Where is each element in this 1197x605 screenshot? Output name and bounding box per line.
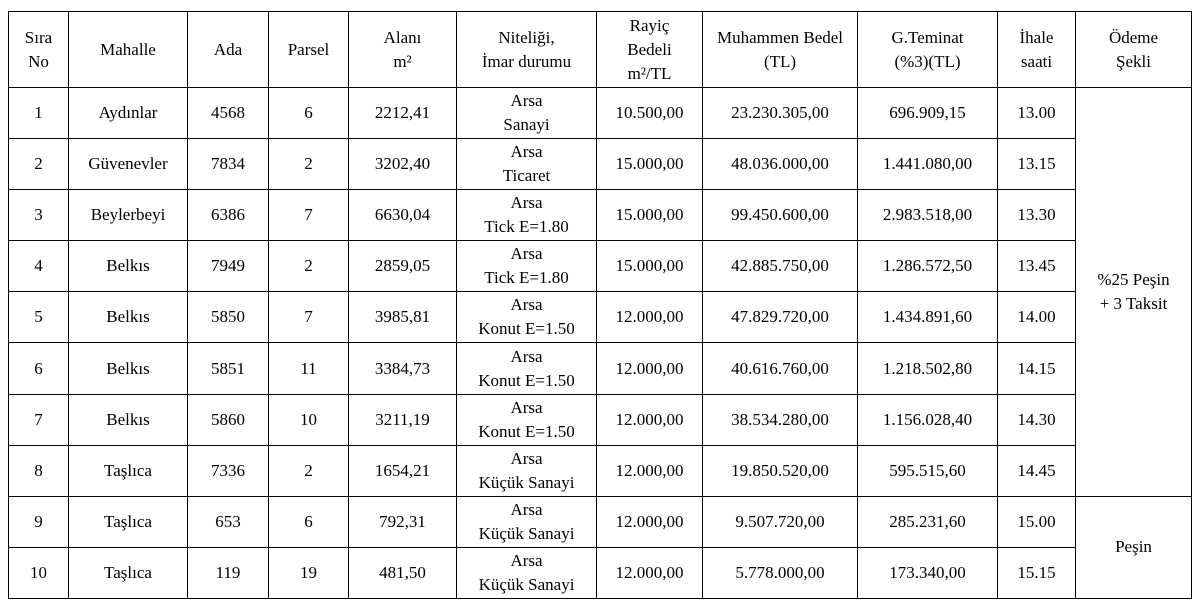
cell-parsel: 2 (269, 139, 349, 190)
table-row (9, 343, 1192, 394)
cell-rayic: 12.000,00 (597, 292, 703, 343)
cell-teminat: 696.909,15 (858, 88, 998, 139)
cell-odeme-sekli: %25 Peşin + 3 Taksit (1076, 88, 1192, 497)
cell-nitelik: Arsa Küçük Sanayi (457, 445, 597, 496)
cell-alan: 3211,19 (349, 394, 457, 445)
cell-teminat: 285.231,60 (858, 496, 998, 547)
cell-rayic: 12.000,00 (597, 547, 703, 598)
cell-ihale-saati: 14.00 (998, 292, 1076, 343)
table-row (9, 88, 1192, 139)
cell-teminat: 2.983.518,00 (858, 190, 998, 241)
table-row (9, 445, 1192, 496)
cell-mahalle: Taşlıca (69, 445, 188, 496)
cell-parsel: 2 (269, 241, 349, 292)
table-row (9, 241, 1192, 292)
cell-parsel: 10 (269, 394, 349, 445)
cell-parsel: 7 (269, 190, 349, 241)
cell-ada: 5860 (188, 394, 269, 445)
cell-alan: 2212,41 (349, 88, 457, 139)
cell-rayic: 15.000,00 (597, 139, 703, 190)
cell-alan: 1654,21 (349, 445, 457, 496)
cell-ihale-saati: 13.45 (998, 241, 1076, 292)
header-alan: Alanı m² (349, 12, 457, 88)
cell-muhammen-bedel: 5.778.000,00 (703, 547, 858, 598)
cell-muhammen-bedel: 40.616.760,00 (703, 343, 858, 394)
cell-muhammen-bedel: 47.829.720,00 (703, 292, 858, 343)
cell-ada: 7336 (188, 445, 269, 496)
cell-rayic: 12.000,00 (597, 343, 703, 394)
header-row (9, 12, 1192, 88)
cell-sira-no: 5 (9, 292, 69, 343)
cell-nitelik: Arsa Küçük Sanayi (457, 547, 597, 598)
table-row (9, 496, 1192, 547)
cell-ihale-saati: 13.00 (998, 88, 1076, 139)
cell-muhammen-bedel: 42.885.750,00 (703, 241, 858, 292)
cell-parsel: 7 (269, 292, 349, 343)
table-body (9, 88, 1192, 599)
cell-mahalle: Belkıs (69, 394, 188, 445)
cell-alan: 3384,73 (349, 343, 457, 394)
cell-ihale-saati: 14.45 (998, 445, 1076, 496)
cell-ihale-saati: 13.15 (998, 139, 1076, 190)
cell-sira-no: 9 (9, 496, 69, 547)
cell-ihale-saati: 14.30 (998, 394, 1076, 445)
cell-nitelik: Arsa Konut E=1.50 (457, 394, 597, 445)
cell-ada: 7949 (188, 241, 269, 292)
header-parsel: Parsel (269, 12, 349, 88)
table-row (9, 394, 1192, 445)
cell-alan: 2859,05 (349, 241, 457, 292)
cell-nitelik: Arsa Konut E=1.50 (457, 343, 597, 394)
cell-ada: 7834 (188, 139, 269, 190)
cell-ada: 653 (188, 496, 269, 547)
cell-muhammen-bedel: 48.036.000,00 (703, 139, 858, 190)
cell-ada: 5851 (188, 343, 269, 394)
cell-rayic: 12.000,00 (597, 445, 703, 496)
cell-mahalle: Aydınlar (69, 88, 188, 139)
cell-rayic: 15.000,00 (597, 190, 703, 241)
cell-ada: 5850 (188, 292, 269, 343)
cell-rayic: 10.500,00 (597, 88, 703, 139)
cell-muhammen-bedel: 9.507.720,00 (703, 496, 858, 547)
cell-muhammen-bedel: 38.534.280,00 (703, 394, 858, 445)
cell-mahalle: Taşlıca (69, 547, 188, 598)
cell-rayic: 12.000,00 (597, 394, 703, 445)
table-row (9, 547, 1192, 598)
cell-ada: 119 (188, 547, 269, 598)
table-row (9, 292, 1192, 343)
cell-nitelik: Arsa Tick E=1.80 (457, 190, 597, 241)
cell-mahalle: Belkıs (69, 241, 188, 292)
cell-sira-no: 7 (9, 394, 69, 445)
cell-teminat: 1.218.502,80 (858, 343, 998, 394)
cell-nitelik: Arsa Konut E=1.50 (457, 292, 597, 343)
cell-mahalle: Taşlıca (69, 496, 188, 547)
cell-muhammen-bedel: 19.850.520,00 (703, 445, 858, 496)
cell-mahalle: Beylerbeyi (69, 190, 188, 241)
cell-alan: 481,50 (349, 547, 457, 598)
cell-alan: 3985,81 (349, 292, 457, 343)
cell-teminat: 1.441.080,00 (858, 139, 998, 190)
cell-muhammen-bedel: 23.230.305,00 (703, 88, 858, 139)
cell-teminat: 1.286.572,50 (858, 241, 998, 292)
header-mahalle: Mahalle (69, 12, 188, 88)
header-teminat: G.Teminat (%3)(TL) (858, 12, 998, 88)
cell-mahalle: Belkıs (69, 343, 188, 394)
table-header (9, 12, 1192, 88)
cell-alan: 6630,04 (349, 190, 457, 241)
header-nitelik: Niteliği, İmar durumu (457, 12, 597, 88)
cell-mahalle: Güvenevler (69, 139, 188, 190)
cell-alan: 3202,40 (349, 139, 457, 190)
cell-sira-no: 10 (9, 547, 69, 598)
cell-rayic: 15.000,00 (597, 241, 703, 292)
auction-table (8, 11, 1192, 599)
cell-ada: 6386 (188, 190, 269, 241)
cell-nitelik: Arsa Ticaret (457, 139, 597, 190)
cell-sira-no: 3 (9, 190, 69, 241)
cell-rayic: 12.000,00 (597, 496, 703, 547)
cell-sira-no: 2 (9, 139, 69, 190)
cell-ihale-saati: 14.15 (998, 343, 1076, 394)
header-odeme-sekli: Ödeme Şekli (1076, 12, 1192, 88)
cell-teminat: 1.156.028,40 (858, 394, 998, 445)
cell-parsel: 11 (269, 343, 349, 394)
cell-ada: 4568 (188, 88, 269, 139)
cell-parsel: 2 (269, 445, 349, 496)
header-ada: Ada (188, 12, 269, 88)
cell-teminat: 173.340,00 (858, 547, 998, 598)
header-ihale-saati: İhale saati (998, 12, 1076, 88)
cell-sira-no: 8 (9, 445, 69, 496)
cell-sira-no: 4 (9, 241, 69, 292)
cell-nitelik: Arsa Sanayi (457, 88, 597, 139)
cell-ihale-saati: 13.30 (998, 190, 1076, 241)
cell-sira-no: 6 (9, 343, 69, 394)
cell-parsel: 19 (269, 547, 349, 598)
header-sira-no: Sıra No (9, 12, 69, 88)
table-row (9, 139, 1192, 190)
header-muhammen-bedel: Muhammen Bedel (TL) (703, 12, 858, 88)
cell-odeme-sekli: Peşin (1076, 496, 1192, 598)
cell-alan: 792,31 (349, 496, 457, 547)
cell-teminat: 1.434.891,60 (858, 292, 998, 343)
cell-parsel: 6 (269, 496, 349, 547)
cell-ihale-saati: 15.15 (998, 547, 1076, 598)
cell-sira-no: 1 (9, 88, 69, 139)
cell-teminat: 595.515,60 (858, 445, 998, 496)
table-row (9, 190, 1192, 241)
cell-muhammen-bedel: 99.450.600,00 (703, 190, 858, 241)
cell-ihale-saati: 15.00 (998, 496, 1076, 547)
cell-nitelik: Arsa Tick E=1.80 (457, 241, 597, 292)
cell-parsel: 6 (269, 88, 349, 139)
cell-mahalle: Belkıs (69, 292, 188, 343)
header-rayic: Rayiç Bedeli m²/TL (597, 12, 703, 88)
cell-nitelik: Arsa Küçük Sanayi (457, 496, 597, 547)
